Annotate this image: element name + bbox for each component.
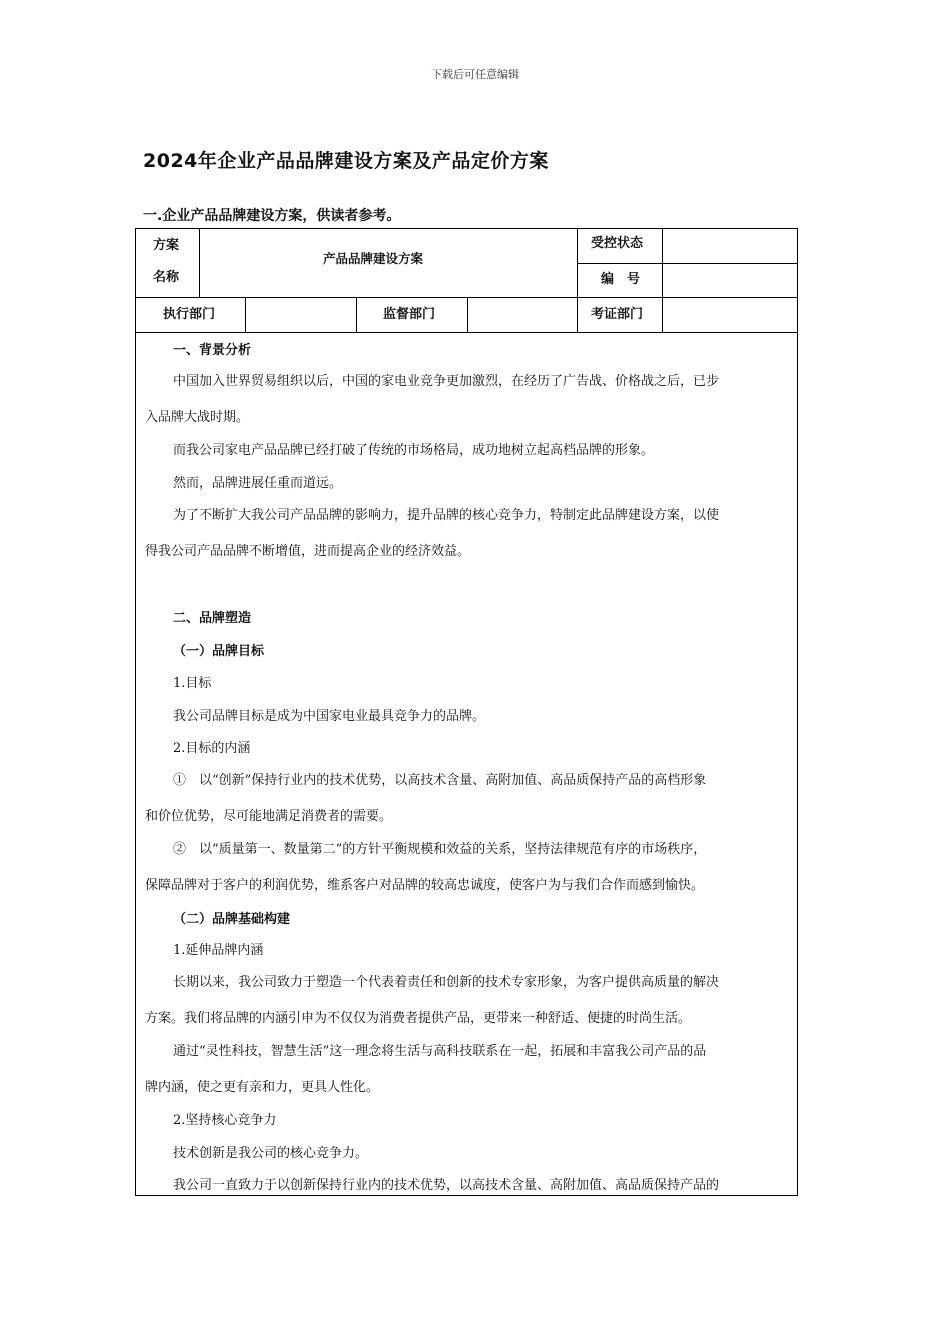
body-paragraph-line: ① 以“创新”保持行业内的技术优势，以高技术含量、高附加值、高品质保持产品的高档形象 xyxy=(173,773,707,788)
body-paragraph-line: ② 以“质量第一、数量第二”的方针平衡规模和效益的关系，坚持法律规范有序的市场秩序， xyxy=(173,842,707,857)
body-paragraph-line: 2.目标的内涵 xyxy=(173,741,251,756)
body-paragraph-line: 入品牌大战时期。 xyxy=(145,410,250,425)
body-paragraph-line: 保障品牌对于客户的利润优势，维系客户对品牌的较高忠诚度，使客户为与我们合作而感到愉快。 xyxy=(145,878,705,893)
table-rule xyxy=(199,228,200,297)
table-rule xyxy=(662,228,663,332)
plan-name: ​​产品品牌建设方案 xyxy=(323,251,424,266)
table-rule xyxy=(356,297,357,332)
body-paragraph-line: 而我公司家电产品品牌已经打破了传统的市场格局，成功地树立起高档品牌的形象。 xyxy=(173,443,655,458)
body-heading: （二）品牌基础构建 xyxy=(173,912,291,927)
table-rule xyxy=(577,228,578,332)
section-heading: 一.企业产品品牌建设方案，供读者参考。 xyxy=(143,208,401,224)
exec-dept-label: 执行部门 xyxy=(163,307,216,322)
table-rule xyxy=(135,332,798,333)
number-label: 编 号 xyxy=(601,272,641,287)
table-rule xyxy=(467,297,468,332)
table-rule xyxy=(577,263,798,264)
body-paragraph-line: 然而，品牌进展任重而道远。 xyxy=(173,476,343,491)
body-paragraph-line: 牌内涵，使之更有亲和力，更具人性化。 xyxy=(145,1080,380,1095)
plan-label: 名称 xyxy=(153,270,180,285)
supervise-dept-label: 监督部门 xyxy=(383,307,436,322)
plan-label: 方案 xyxy=(153,238,180,253)
body-paragraph-line: 方案。我们将品牌的内涵引申为不仅仅为消费者提供产品，更带来一种舒适、便捷的时尚生活。 xyxy=(145,1011,692,1026)
body-paragraph-line: 我公司一直致力于以创新保持行业内的技术优势，以高技术含量、高附加值、高品质保持产品的 xyxy=(173,1178,720,1193)
body-paragraph-line: 技术创新是我公司的核心竞争力。 xyxy=(173,1146,369,1161)
header-note: 下载后可任意编辑 xyxy=(431,68,519,81)
body-heading: 二、品牌塑造 xyxy=(173,611,252,626)
body-paragraph-line: 1.目标 xyxy=(173,676,212,691)
document-title: 2024年​​企业产品品牌建设方案及产品定价方案 xyxy=(143,150,549,172)
controlled-status-label: 受控状态 xyxy=(591,236,644,251)
verify-dept-label: 考证部门 xyxy=(591,307,644,322)
body-paragraph-line: 1.延伸品牌内涵 xyxy=(173,943,264,958)
body-paragraph-line: 我公司品牌目标是成为中国家电业最具竞争力的品牌。 xyxy=(173,709,486,724)
body-heading: （一）品牌目标 xyxy=(173,644,265,659)
body-paragraph-line: 长期以来，我公司致力于塑造一个代表着责任和创新的技术专家形象，为客户提供高质量的解决 xyxy=(173,975,720,990)
body-paragraph-line: 和价位优势，尽可能地满足消费者的需要。 xyxy=(145,809,393,824)
body-heading: 一、背景分析 xyxy=(173,343,252,358)
body-paragraph-line: 得我公司产品品牌不断增值，进而提高企业的经济效益。 xyxy=(145,544,471,559)
body-paragraph-line: 为了不断扩大我公司产品品牌的影响力，提升品牌的核心竞争力，特制定此品牌建设方案，以使 xyxy=(173,508,720,523)
body-paragraph-line: 中国加入世界贸易组织以后，中国的家电业竞争更加激烈，在经历了广告战、价格战之后，已步 xyxy=(173,374,720,389)
table-rule xyxy=(245,297,246,332)
body-paragraph-line: 2.坚持核心竞争力 xyxy=(173,1113,277,1128)
body-paragraph-line: 通过“灵性科技，智慧生活”这一理念将生活与高科技联系在一起，拓展和丰富我公司产品的品 xyxy=(173,1044,707,1059)
